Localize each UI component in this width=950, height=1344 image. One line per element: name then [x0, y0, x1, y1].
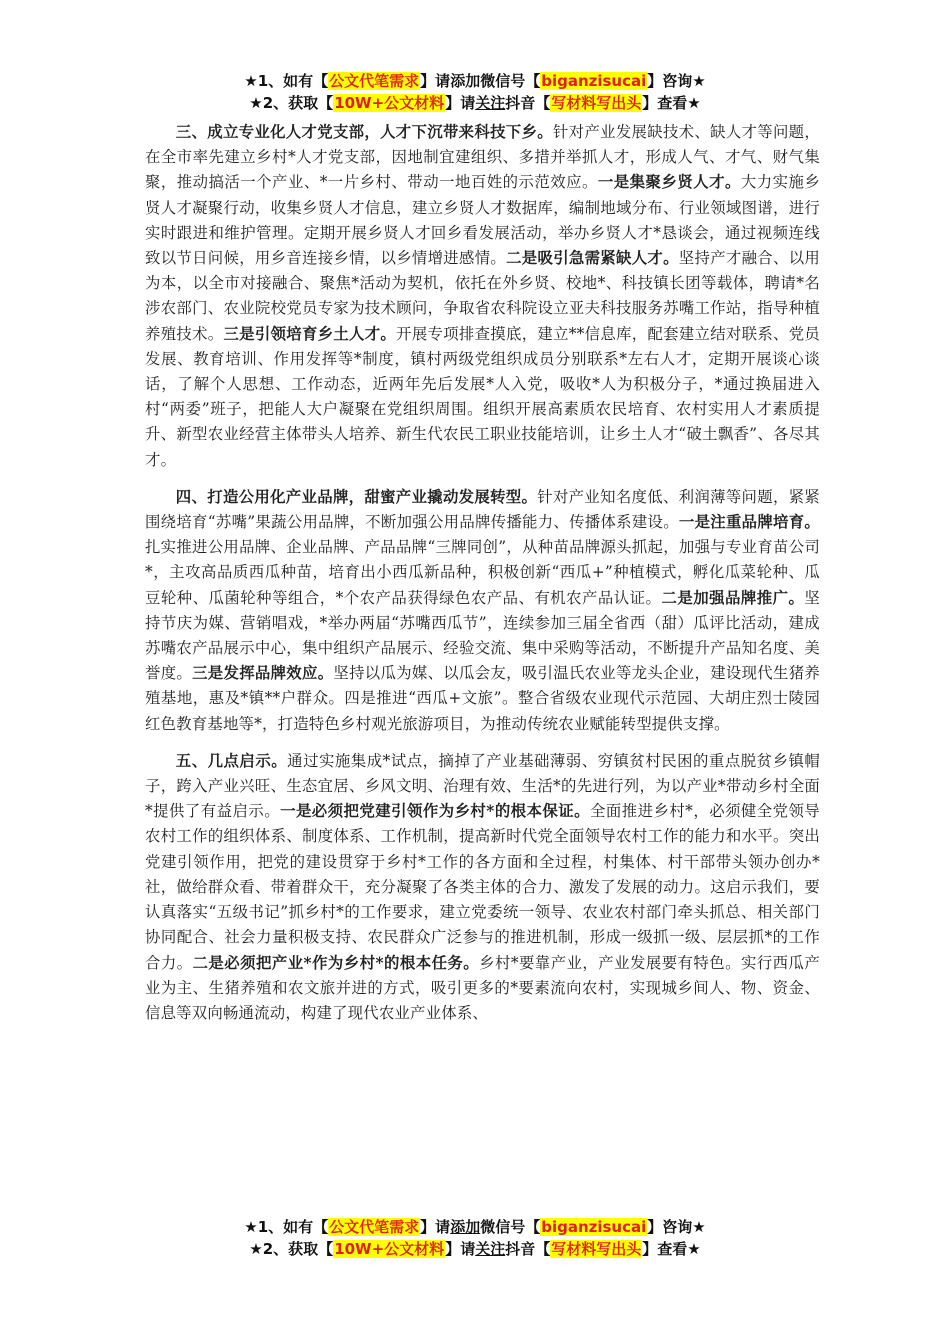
body-text-run: 通过实施集成*试点，摘掉了产业基础薄弱、穷镇贫村民困的重点脱贫乡镇帽子，跨入产业兴旺、生态宜居、乡风文明、治理有效、生活*的先进行列，为以产业*带动乡村全面*提供了有益启示。	[145, 751, 820, 821]
promo-text: 微信号【	[480, 72, 541, 90]
body-text-run: 大力实施乡贤人才凝聚行动，收集乡贤人才信息，建立乡贤人才数据库，编制地域分布、行业领域图谱，进行实时跟进和维护管理。定期开展乡贤人才回乡看发展活动，举办乡贤人才*恳谈会，通过视频连线致以节日问候，用乡音连接乡情，以乡情增进感情。	[145, 173, 820, 268]
body-text-run: 坚持产才融合、以用为本，以全市对接融合、聚焦*活动为契机，依托在外乡贤、校地*、科技镇长团等载体，聘请*名涉农部门、农业院校党员专家为技术顾问，争取省农科院设立亚夫科技服务苏嘴工作站，指导种植养殖技术。	[145, 249, 820, 343]
promo-text: 】请	[420, 1218, 451, 1236]
promo-highlight: 10W+公文材料	[334, 94, 445, 112]
promo-text: 抖音【	[505, 94, 551, 112]
promo-line-2	[0, 92, 950, 114]
promo-emphasis: 关注	[475, 94, 506, 112]
bold-heading-run: 二是加强品牌推广。	[661, 588, 805, 607]
promo-line-2	[0, 1238, 950, 1260]
promo-text: 】咨询★	[647, 72, 706, 90]
bold-heading-run: 二是必须把产业*作为乡村*的根本任务。	[192, 953, 480, 972]
promo-text: 】查看★	[642, 1240, 701, 1258]
promo-text: 】请	[420, 72, 451, 90]
body-text-run: 乡村*要靠产业，产业发展要有特色。实行西瓜产业为主、生猪养殖和农文旅并进的方式，吸引更多的*要素流向农村，实现城乡间人、物、资金、信息等双向畅通流动，构建了现代农业产业体系、	[145, 953, 820, 1022]
promo-line-1	[0, 1216, 950, 1238]
promo-line-1	[0, 70, 950, 92]
promo-text: ★2、获取【	[249, 1240, 334, 1258]
promo-wechat-id: biganzisucai	[541, 1218, 647, 1236]
bold-heading-run: 二是吸引急需紧缺人才。	[506, 249, 679, 268]
body-text-run: 针对产业发展缺技术、缺人才等问题，在全市率先建立乡村*人才党支部，因地制宜建组织、多措并举抓人才，形成人气、才气、财气集聚，推动搞活一个产业、*一片乡村、带动一地百姓的示范效应。	[145, 123, 820, 192]
promo-douyin-id: 写材料写出头	[551, 1240, 642, 1258]
promo-wechat-id: biganzisucai	[541, 72, 647, 90]
paragraph-p3	[145, 120, 820, 473]
bold-heading-run: 三、成立专业化人才党支部，人才下沉带来科技下乡。	[175, 123, 553, 141]
promo-emphasis: 添加	[450, 72, 481, 90]
promo-highlight: 公文代笔需求	[329, 72, 420, 90]
promo-text: 微信号【	[480, 1218, 541, 1236]
bold-heading-run: 一是必须把党建引领作为乡村*的根本保证。	[280, 802, 590, 821]
body-text-run: 扎实推进公用品牌、企业品牌、产品品牌“三牌同创”，从种苗品牌源头抓起，加强与专业育苗公司*，主攻高品质西瓜种苗，培育出小西瓜新品种，积极创新“西瓜+”种植模式，孵化瓜菜轮种、瓜豆轮种、瓜菌轮种等组合，*个农产品获得绿色农产品、有机农产品认证。	[145, 538, 820, 607]
promo-text: ★2、获取【	[249, 94, 334, 112]
promo-douyin-id: 写材料写出头	[551, 94, 642, 112]
promo-text: 抖音【	[505, 1240, 551, 1258]
promo-banner-top	[0, 70, 950, 114]
bold-heading-run: 一是集聚乡贤人才。	[597, 173, 741, 192]
promo-emphasis: 添加	[450, 1218, 481, 1236]
body-text-run: 针对产业知名度低、利润薄等问题，紧紧围绕培育“苏嘴”果蔬公用品牌，不断加强公用品牌传播能力、传播体系建设。	[145, 487, 820, 532]
promo-text: ★1、如有【	[244, 1218, 329, 1236]
promo-emphasis: 关注	[475, 1240, 506, 1258]
promo-banner-bottom	[0, 1216, 950, 1260]
bold-heading-run: 四、打造公用化产业品牌，甜蜜产业撬动发展转型。	[175, 487, 538, 506]
bold-heading-run: 一是注重品牌培育。	[678, 513, 820, 532]
promo-text: 】请	[445, 94, 476, 112]
bold-heading-run: 五、几点启示。	[175, 751, 288, 770]
document-body	[145, 120, 820, 1038]
promo-highlight: 公文代笔需求	[329, 1218, 420, 1236]
body-text-run: 坚持以瓜为媒、以瓜会友，吸引温氏农业等龙头企业，建设现代生猪养殖基地，惠及*镇**户群众。四是推进“西瓜+文旅”。整合省级农业现代示范园、大胡庄烈士陵园红色教育基地等*，打造特色乡村观光旅游项目，为推动传统农业赋能转型提供支撑。	[145, 664, 820, 733]
body-text-run: 开展专项排查摸底，建立**信息库，配套建立结对联系、党员发展、教育培训、作用发挥等*制度，镇村两级党组织成员分别联系*左右人才，定期开展谈心谈话，了解个人思想、工作动态，近两年先后发展*人入党，吸收*人为积极分子，*通过换届进入村“两委”班子，把能人大户凝聚在党组织周围。组织开展高素质农民培育、农村实用人才素质提升、新型农业经营主体带头人培养、新生代农民工职业技能培训，让乡土人才“破土飘香”、各尽其才。	[145, 324, 820, 469]
body-text-run: 全面推进乡村*，必须健全党领导农村工作的组织体系、制度体系、工作机制，提高新时代党全面领导农村工作的能力和水平。突出党建引领作用，把党的建设贯穿于乡村*工作的各方面和全过程，村集体、村干部带头领办创办*社，做给群众看、带着群众干，充分凝聚了各类主体的合力、激发了发展的动力。这启示我们，要认真落实“五级书记”抓乡村*的工作要求，建立党委统一领导、农业农村部门牵头抓总、相关部门协同配合、社会力量积极支持、农民群众广泛参与的推进机制，形成一级抓一级、层层抓*的工作合力。	[145, 802, 820, 972]
bold-heading-run: 三是发挥品牌效应。	[192, 664, 334, 683]
paragraph-p5	[145, 749, 820, 1026]
promo-text: ★1、如有【	[244, 72, 329, 90]
paragraph-p4	[145, 485, 820, 737]
body-text-run: 坚持节庆为媒、营销唱戏，*举办两届“苏嘴西瓜节”，连续参加三届全省西（甜）瓜评比活动，建成苏嘴农产品展示中心，集中组织产品展示、经验交流、集中采购等活动，不断提升产品知名度、美誉度。	[145, 588, 820, 683]
promo-text: 】查看★	[642, 94, 701, 112]
promo-highlight: 10W+公文材料	[334, 1240, 445, 1258]
promo-text: 】请	[445, 1240, 476, 1258]
bold-heading-run: 三是引领培育乡土人才。	[223, 324, 397, 343]
promo-text: 】咨询★	[647, 1218, 706, 1236]
